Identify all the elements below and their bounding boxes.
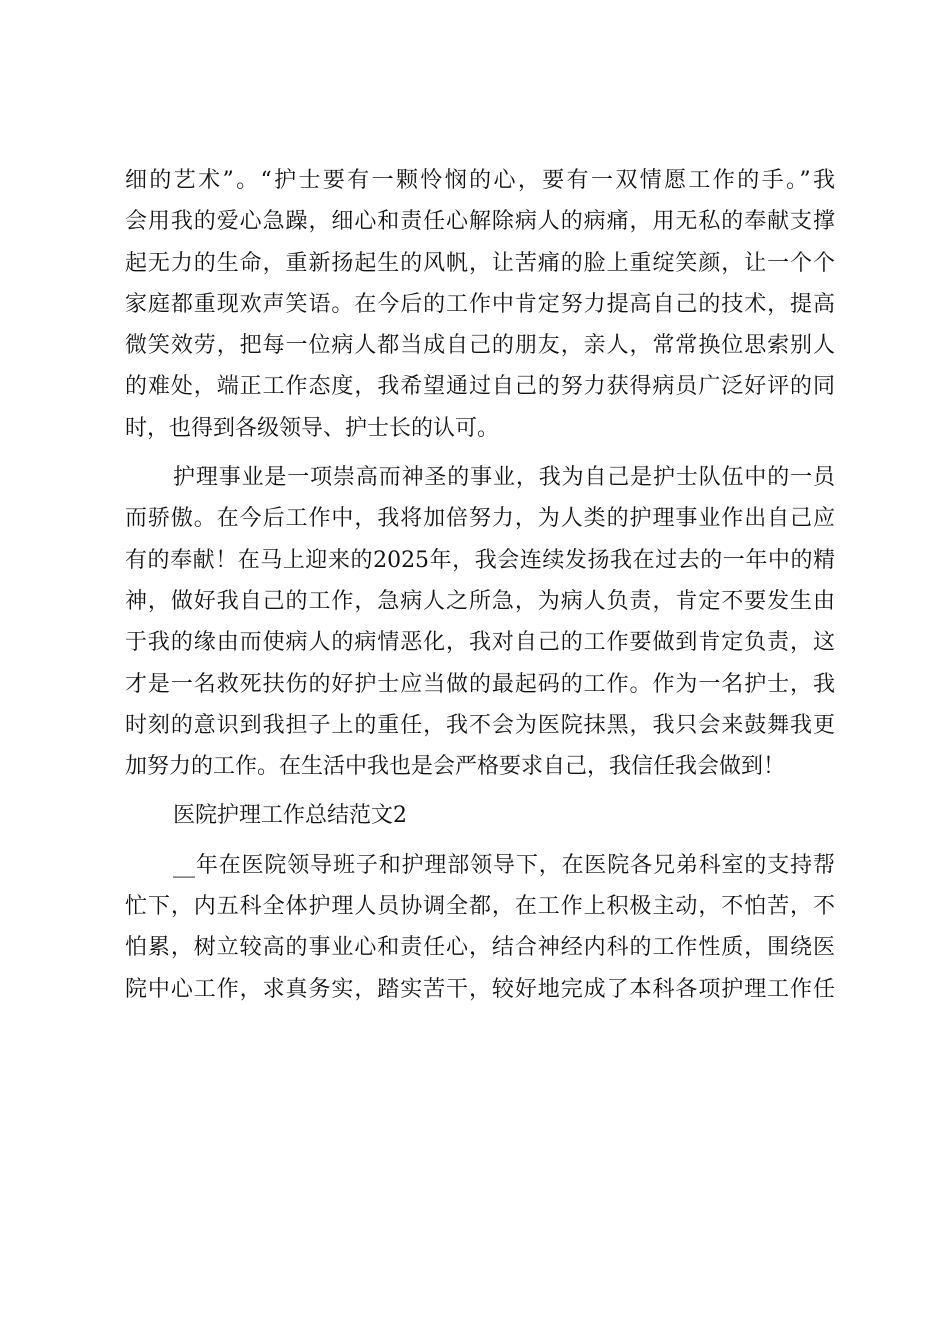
paragraph-2 <box>125 457 835 787</box>
section-heading <box>125 795 835 836</box>
text-line: 时，也得到各级领导、护士长的认可。 <box>125 415 500 441</box>
text-line: 家庭都重现欢声笑语。在今后的工作中肯定努力提高自己的技术，提高 <box>125 291 835 317</box>
text-line: 加努力的工作。在生活中我也是会严格要求自己，我信任我会做到！ <box>125 754 786 780</box>
paragraph-gap <box>125 787 835 795</box>
section-title: 医院护理工作总结范文2 <box>173 803 407 829</box>
paragraph-1 <box>125 160 835 449</box>
text-line: 起无力的生命，重新扬起生的风帆，让苦痛的脸上重绽笑颜，让一个个 <box>125 250 835 276</box>
text-line: 神，做好我自己的工作，急病人之所急，为病人负责，肯定不要发生由 <box>125 588 835 614</box>
text-line: 而骄傲。在今后工作中，我将加倍努力，为人类的护理事业作出自己应 <box>125 506 835 532</box>
text-line: __年在医院领导班子和护理部领导下，在医院各兄弟科室的支持帮 <box>173 852 835 878</box>
text-line: 微笑效劳，把每一位病人都当成自己的朋友，亲人，常常换位思索别人 <box>125 333 835 359</box>
paragraph-gap <box>125 837 835 845</box>
text-line: 于我的缘由而使病人的病情恶化，我对自己的工作要做到肯定负责，这 <box>125 630 835 656</box>
text-line: 时刻的意识到我担子上的重任，我不会为医院抹黑，我只会来鼓舞我更 <box>125 712 835 738</box>
text-line: 会用我的爱心急躁，细心和责任心解除病人的病痛，用无私的奉献支撑 <box>125 209 835 235</box>
text-line: 院中心工作，求真务实，踏实苦干，较好地完成了本科各项护理工作任 <box>125 976 835 1002</box>
paragraph-gap <box>125 449 835 457</box>
text-line: 忙下，内五科全体护理人员协调全都，在工作上积极主动，不怕苦，不 <box>125 894 835 920</box>
text-line: 才是一名救死扶伤的好护士应当做的最起码的工作。作为一名护士，我 <box>125 671 835 697</box>
text-line: 有的奉献！在马上迎来的2025年，我会连续发扬我在过去的一年中的精 <box>125 547 835 573</box>
text-line: 护理事业是一项崇高而神圣的事业，我为自己是护士队伍中的一员 <box>173 465 835 491</box>
text-line: 怕累，树立较高的事业心和责任心，结合神经内科的工作性质，围绕医 <box>125 935 835 961</box>
text-line: 细的艺术”。“护士要有一颗怜悯的心，要有一双情愿工作的手。”我 <box>125 168 835 193</box>
text-line: 的难处，端正工作态度，我希望通过自己的努力获得病员广泛好评的同 <box>125 374 835 400</box>
paragraph-3 <box>125 845 835 1010</box>
document-body <box>125 160 835 1010</box>
